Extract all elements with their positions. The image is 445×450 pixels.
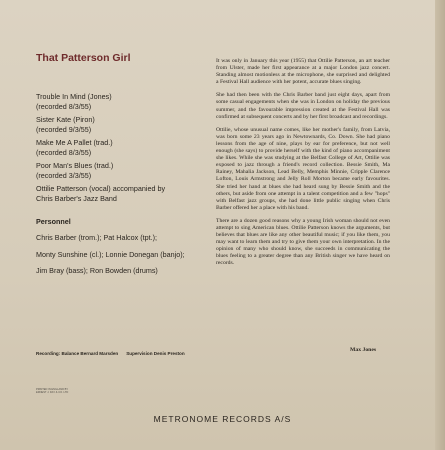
personnel-heading: Personnel (36, 217, 71, 226)
track-name: Trouble In Mind (Jones) (36, 92, 112, 101)
liner-paragraph: Ottilie, whose unusual name comes, like her mother's family, from Latvia, was born some 23 years ago in Newtownards, Co. Down. She had piano lessons from the age of nine, plays by ear for preference, but not well enough (she says) to provide herself with the kind of piano accompaniment she likes. While she was studying at the Belfast College of Art, Ottilie was exposed to jazz through a friend's record collection. Bessie Smith, Ma Rainey, Mahalia Jackson, Lead Belly, Memphis Minnie, Cripple Clarence Lofton, Louis Armstrong and Jelly Roll Morton became early favourites. She tried her hand at blues she had heard sung by Bessie Smith and the others, but aside from one attempt in a talent competition and a few "hops" with Belfast jazz groups, she had done little public singing when Chris Barber offered her a place with his band. (216, 126, 390, 211)
recording-balance-credit: Recording: Balance Bernard Marsden (36, 351, 119, 356)
track-recorded-date: (recorded 8/3/55) (36, 101, 92, 111)
track-listing-column (36, 52, 196, 283)
liner-paragraph: She had then been with the Chris Barber band just eight days, apart from some casual engagements when she was in London on holiday the previous summer, and the favourable impression created at the Festival Hall was confirmed at subsequent concerts and by her first broadcast and recordings. (216, 92, 390, 120)
recording-supervision-credit: Supervision Denis Preston (126, 351, 185, 356)
author-signature: Max Jones (350, 347, 377, 353)
track-item (36, 161, 196, 180)
personnel-line: Monty Sunshine (cl.); Lonnie Donegan (banjo); (36, 249, 185, 259)
vocal-credit-line-1: Ottilie Patterson (vocal) accompanied by (36, 184, 166, 193)
track-recorded-date: (recorded 8/3/55) (36, 147, 92, 157)
vocal-credit (36, 184, 196, 203)
liner-notes (216, 58, 390, 274)
track-name: Sister Kate (Piron) (36, 115, 95, 124)
label-footer: METRONOME RECORDS A/S (153, 414, 292, 424)
liner-paragraph: There are a dozen good reasons why a young Irish woman should not even attempt to sing American blues. Ottilie Patterson knows the arguments, but believes that blues are like any other beautiful music; if you like them, you may want to learn them and try to give them your own interpretation. In the opinion of many who should know, she succeeds in communicating the blues feeling to a greater degree than any British singer we have heard on records. (216, 217, 390, 267)
track-item (36, 92, 196, 111)
album-title: That Patterson Girl (36, 52, 131, 64)
track-item (36, 138, 196, 157)
recording-credits (36, 351, 216, 356)
printer-credit: PRINTED IN ENGLAND BY ERNEST J. DAY & CO. LTD (36, 388, 69, 394)
track-name: Poor Man's Blues (trad.) (36, 161, 114, 170)
track-recorded-date: (recorded 3/3/55) (36, 170, 92, 180)
personnel-line: Jim Bray (bass); Ron Bowden (drums) (36, 266, 158, 275)
liner-paragraph: It was only in January this year (1955) that Ottilie Patterson, an art teacher from Ulster, made her first appearance at a major London jazz concert. Standing almost motionless at the microphone, she surprised and delighted a Festival Hall audience with her potent, accurate blues singing. (216, 58, 390, 86)
track-item (36, 115, 196, 134)
vocal-credit-line-2: Chris Barber's Jazz Band (36, 193, 117, 203)
track-recorded-date: (recorded 9/3/55) (36, 124, 92, 134)
sleeve-edge (435, 0, 445, 450)
personnel-line: Chris Barber (trom.); Pat Halcox (tpt.); (36, 233, 158, 242)
track-name: Make Me A Pallet (trad.) (36, 138, 113, 147)
